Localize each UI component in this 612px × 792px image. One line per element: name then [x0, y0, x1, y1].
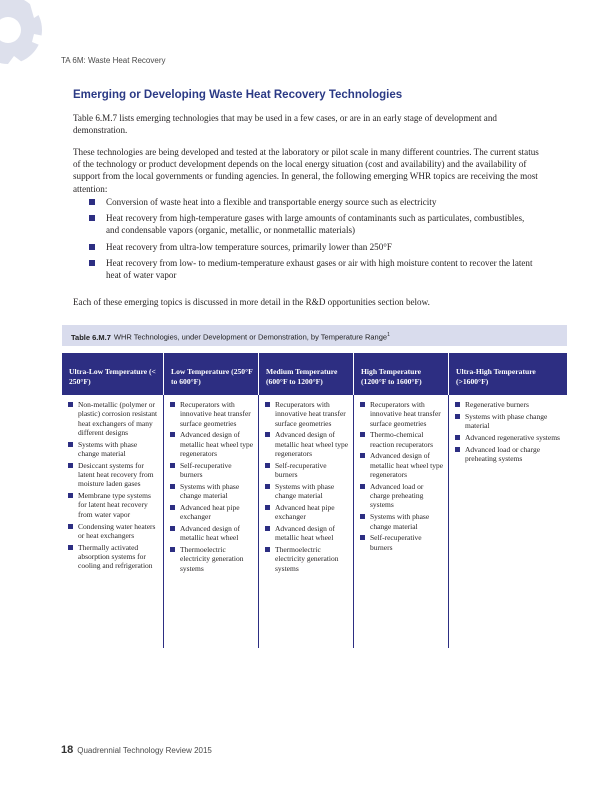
table-cell-item — [265, 461, 349, 480]
table-cell-item — [68, 522, 159, 541]
cell-text: Advanced design of metallic heat wheel type regenerators — [370, 451, 444, 480]
cell-text: Condensing water heaters or heat exchangers — [78, 521, 156, 540]
bullet-square-icon — [89, 260, 95, 266]
table-header-row — [62, 353, 567, 395]
bullet-square-icon — [265, 402, 270, 407]
table-cell-item — [265, 524, 349, 543]
bullet-square-icon — [170, 432, 175, 437]
cell-text: Recuperators with innovative heat transfer surface geometries — [370, 400, 441, 428]
cell-text: Advanced heat pipe exchanger — [180, 502, 240, 522]
bullet-text: Heat recovery from low- to medium-temperature exhaust gases or air with high moisture content to recover the latent heat of water vapor — [106, 257, 533, 281]
paragraph-status: These technologies are being developed and tested at the laboratory or pilot scale in many different countries. The current status of the technology or product development depends on the local energy situation (cost and availability) and the availability of support from the local governments or funding agencies. In general, the following emerging WHR topics are receiving the most attention: — [73, 147, 539, 194]
cell-text: Non-metallic (polymer or plastic) corrosion resistant heat exchangers of many different designs — [78, 400, 158, 437]
bullet-text: Heat recovery from ultra-low temperature sources, primarily lower than 250°F — [106, 241, 392, 252]
cell-text: Systems with phase change material — [465, 411, 548, 431]
bullet-square-icon — [360, 535, 365, 540]
cell-text: Thermally activated absorption systems for cooling and refrigeration — [78, 542, 153, 571]
table-cell-item — [265, 503, 349, 522]
table-cell-item — [455, 433, 563, 442]
paragraph-intro: Table 6.M.7 lists emerging technologies that may be used in a few cases, or are in an early stage of development and demonstration. — [73, 113, 497, 136]
corner-gear-graphic — [0, 0, 62, 82]
table-cell-item — [360, 400, 444, 428]
bullet-square-icon — [68, 402, 73, 407]
cell-text: Recuperators with innovative heat transfer surface geometries — [180, 400, 251, 428]
table-cell-item — [68, 440, 159, 459]
bullet-square-icon — [170, 526, 175, 531]
cell-text: Thermoelectric electricity generation systems — [180, 545, 244, 573]
column-header-ultra-high: Ultra-High Temperature (>1600°F) — [456, 367, 536, 386]
cell-text: Advanced load or charge preheating systems — [465, 444, 541, 463]
table-cell-item — [360, 512, 444, 531]
column-header-low: Low Temperature (250°F to 600°F) — [164, 353, 259, 395]
bullet-square-icon — [89, 199, 95, 205]
bullet-square-icon — [360, 453, 365, 458]
table-caption — [62, 325, 567, 346]
cell-text: Self-recuperative burners — [370, 533, 422, 552]
table-cell-item — [360, 533, 444, 552]
bullet-square-icon — [360, 432, 365, 437]
publication-title: Quadrennial Technology Review 2015 — [77, 746, 212, 755]
bullet-square-icon — [265, 484, 270, 489]
table-cell-item — [68, 400, 159, 437]
table-cell-item — [455, 412, 563, 431]
cell-text: Systems with phase change material — [78, 439, 138, 458]
column-ultra-low — [62, 395, 164, 648]
cell-text: Recuperators with innovative heat transfer surface geometries — [275, 400, 346, 428]
bullet-square-icon — [265, 463, 270, 468]
table-cell-item — [170, 482, 254, 501]
table-cell-item — [360, 482, 444, 510]
table-cell-item — [170, 524, 254, 543]
bullet-square-icon — [170, 505, 175, 510]
table-cell-item — [170, 545, 254, 573]
cell-text: Systems with phase change material — [370, 512, 430, 531]
bullet-square-icon — [360, 484, 365, 489]
bullet-square-icon — [265, 432, 270, 437]
page-number: 18 — [61, 744, 74, 756]
bullet-text: Heat recovery from high-temperature gases with large amounts of contaminants such as particulates, combustibles, and condensable vapors (organic, metallic, or nonmetallic materials) — [106, 213, 525, 236]
bullet-square-icon — [89, 215, 95, 221]
bullet-square-icon — [265, 547, 270, 552]
list-item — [89, 257, 539, 281]
table-cell-item — [265, 545, 349, 573]
bullet-square-icon — [360, 514, 365, 519]
cell-text: Self-recuperative burners — [275, 460, 327, 480]
bullet-square-icon — [68, 545, 73, 550]
cell-text: Systems with phase change material — [180, 481, 240, 501]
table-caption-text: WHR Technologies, under Development or Demonstration, by Temperature Range — [113, 332, 388, 342]
cell-text: Advanced regenerative systems — [465, 432, 560, 442]
bullet-square-icon — [68, 524, 73, 529]
table-body-row — [62, 395, 567, 648]
bullet-square-icon — [170, 463, 175, 468]
cell-text: Advanced design of metallic heat wheel type regenerators — [275, 430, 349, 458]
table-cell-item — [170, 461, 254, 480]
column-high — [354, 395, 449, 648]
table-cell-item — [265, 430, 349, 458]
table-cell-item — [360, 451, 444, 479]
table-caption-footnote: 1 — [387, 332, 390, 338]
column-ultra-high — [449, 395, 567, 648]
table-cell-item — [68, 491, 159, 519]
cell-text: Advanced design of metallic heat wheel — [180, 524, 240, 543]
column-low — [164, 395, 259, 648]
running-head: TA 6M: Waste Heat Recovery — [61, 56, 166, 65]
bullet-square-icon — [170, 402, 175, 407]
table-cell-item — [170, 503, 254, 522]
cell-text: Thermoelectric electricity generation systems — [275, 545, 339, 573]
bullet-square-icon — [455, 447, 460, 452]
bullet-square-icon — [68, 493, 73, 498]
bullet-square-icon — [170, 547, 175, 552]
bullet-text: Conversion of waste heat into a flexible and transportable energy source such as electricity — [106, 197, 437, 207]
cell-text: Advanced design of metallic heat wheel — [275, 524, 335, 543]
cell-text: Self-recuperative burners — [180, 460, 232, 480]
table-cell-item — [265, 482, 349, 501]
table-caption-label: Table 6.M.7 — [71, 332, 111, 342]
cell-text: Systems with phase change material — [275, 481, 335, 501]
bullet-square-icon — [265, 526, 270, 531]
list-item — [89, 212, 539, 236]
bullet-square-icon — [455, 414, 460, 419]
cell-text: Thermo-chemical reaction recuperators — [370, 430, 434, 449]
table-cell-item — [360, 430, 444, 449]
paragraph-closing: Each of these emerging topics is discussed in more detail in the R&D opportunities section below. — [73, 297, 430, 307]
cell-text: Membrane type systems for latent heat recovery from water vapor — [78, 491, 151, 519]
bullet-square-icon — [89, 244, 95, 250]
bullet-square-icon — [68, 463, 73, 468]
column-header-medium: Medium Temperature (600°F to 1200°F) — [259, 353, 354, 395]
table-cell-item — [455, 400, 563, 409]
bullet-square-icon — [360, 402, 365, 407]
table-cell-item — [68, 543, 159, 571]
cell-text: Advanced load or charge preheating systems — [370, 481, 424, 510]
cell-text: Advanced design of metallic heat wheel type regenerators — [180, 430, 254, 458]
table-cell-item — [170, 400, 254, 428]
page-footer — [61, 744, 212, 756]
column-medium — [259, 395, 354, 648]
table-cell-item — [170, 430, 254, 458]
cell-text: Desiccant systems for latent heat recovery from moisture laden gases — [78, 460, 154, 489]
bullet-square-icon — [68, 442, 73, 447]
bullet-square-icon — [265, 505, 270, 510]
table-cell-item — [265, 400, 349, 428]
cell-text: Regenerative burners — [465, 400, 529, 409]
cell-text: Advanced heat pipe exchanger — [275, 502, 335, 522]
column-header-high: High Temperature (1200°F to 1600°F) — [354, 353, 449, 395]
list-item — [89, 241, 539, 253]
whr-technologies-table — [62, 353, 567, 648]
bullet-square-icon — [170, 484, 175, 489]
list-item — [89, 196, 539, 208]
section-title: Emerging or Developing Waste Heat Recovery Technologies — [73, 89, 403, 101]
topic-bullet-list — [89, 196, 539, 285]
table-cell-item — [455, 445, 563, 464]
bullet-square-icon — [455, 402, 460, 407]
bullet-square-icon — [455, 435, 460, 440]
table-cell-item — [68, 461, 159, 489]
column-header-ultra-low: Ultra-Low Temperature (< 250°F) — [62, 353, 164, 395]
